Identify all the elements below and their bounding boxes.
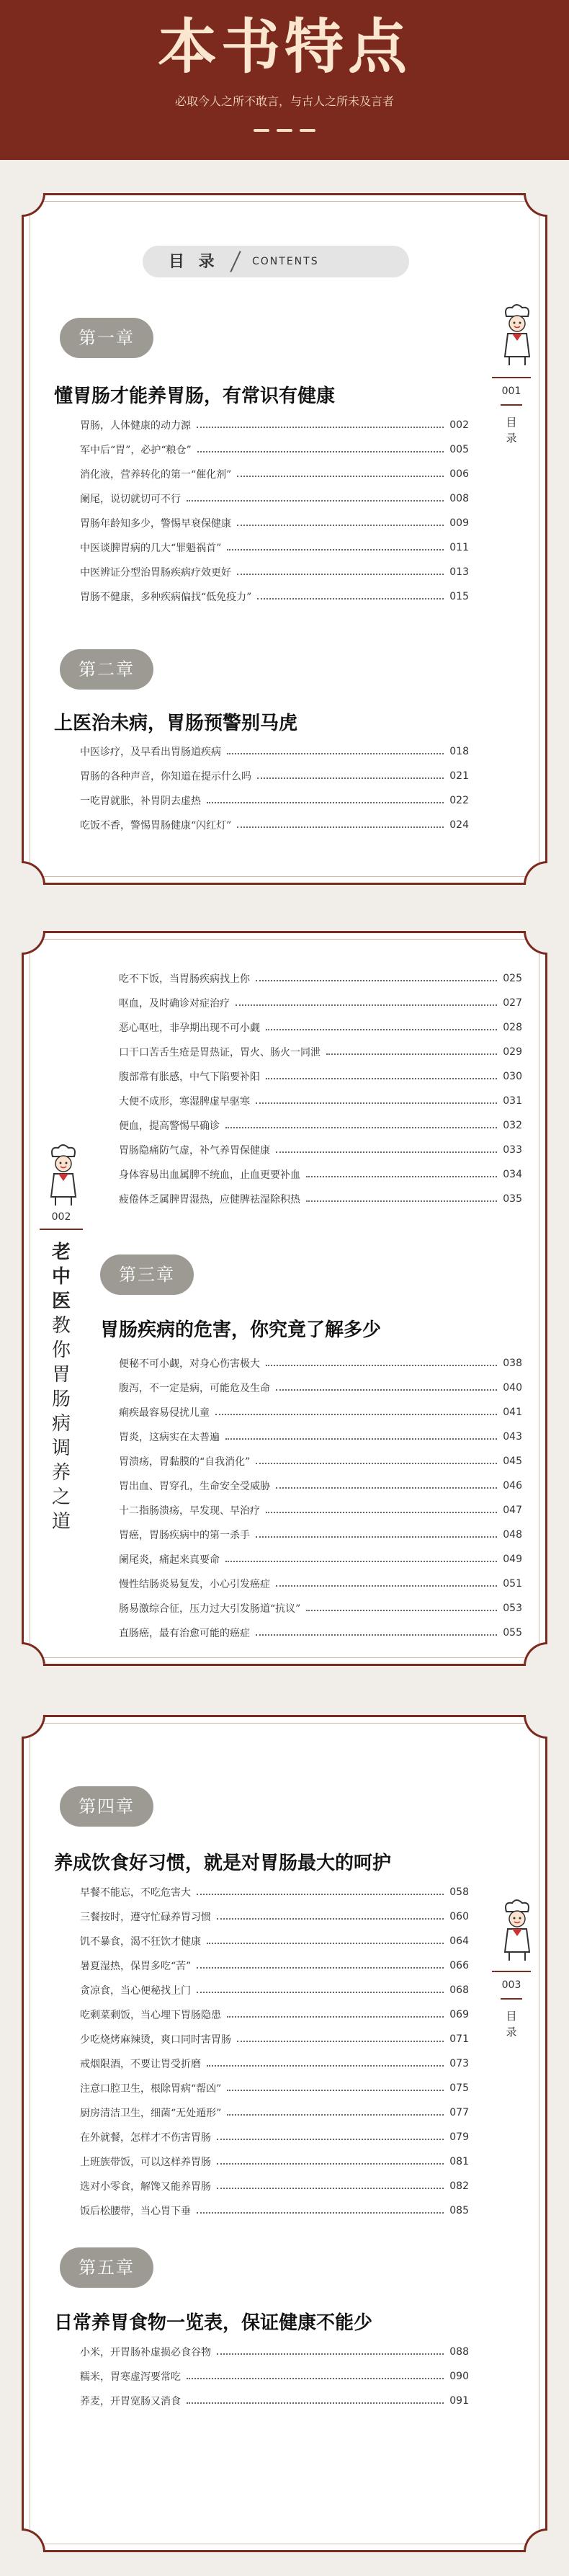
chef-mascot-icon — [493, 1897, 541, 1962]
toc-entry-page: 071 — [449, 2033, 469, 2045]
toc-entry-page: 009 — [449, 517, 469, 529]
toc-entry[interactable] — [119, 1162, 522, 1187]
toc-entry-text: 胃癌，胃肠疾病中的第一杀手 — [119, 1530, 250, 1541]
toc-entry[interactable] — [80, 535, 469, 560]
toc-entry-text: 贪凉食，当心便秘找上门 — [80, 1985, 191, 1997]
toc-entry[interactable] — [119, 1089, 522, 1113]
toc-entry-text: 呕血，及时确诊对症治疗 — [119, 998, 230, 1010]
toc-entry[interactable] — [80, 2198, 469, 2223]
toc-entry-text: 糯米，胃寒虚泻要常吃 — [80, 2371, 181, 2383]
toc-entry-page: 011 — [449, 542, 469, 553]
toc-entry-text: 恶心呕吐，非孕期出现不可小觑 — [119, 1022, 260, 1034]
toc-entry-text: 厨房清洁卫生，细菌“无处遁形” — [80, 2108, 222, 2119]
toc-entry-page: 029 — [503, 1046, 522, 1058]
toc-entry-text: 胃肠不健康，多种疾病偏找“低免疫力” — [80, 592, 252, 603]
chapter-title: 懂胃肠才能养胃肠，有常识有健康 — [54, 385, 336, 407]
toc-entry-text: 中医辨证分型治胃肠疾病疗效更好 — [80, 567, 231, 579]
toc-entry[interactable] — [119, 1425, 522, 1449]
toc-entry-page: 085 — [449, 2205, 469, 2216]
toc-entry-text: 便秘不可小觑，对身心伤害极大 — [119, 1358, 260, 1370]
chapter-badge: 第五章 — [60, 2247, 153, 2288]
book-subtitle-char: 病 — [51, 1413, 71, 1435]
book-subtitle-char: 教 — [51, 1315, 71, 1337]
toc-entry-text: 胃出血、胃穿孔，生命安全受威胁 — [119, 1481, 270, 1492]
toc-entry[interactable] — [119, 1449, 522, 1474]
chapter-badge: 第二章 — [60, 649, 153, 690]
toc-page-1 — [22, 193, 547, 885]
page-number: 003 — [501, 1979, 521, 1991]
book-title-char: 医 — [51, 1291, 71, 1312]
toc-entry[interactable] — [119, 1187, 522, 1211]
toc-entry[interactable] — [80, 437, 469, 462]
book-subtitle-char: 养 — [51, 1462, 71, 1484]
toc-entry[interactable] — [80, 2002, 469, 2027]
toc-entry[interactable] — [80, 2149, 469, 2174]
toc-entry-text: 吃剩菜剩饭，当心埋下胃肠隐患 — [80, 2010, 221, 2021]
toc-entry-page: 021 — [449, 770, 469, 782]
toc-entry[interactable] — [80, 2051, 469, 2076]
toc-entry[interactable] — [80, 511, 469, 535]
toc-entry-text: 荞麦，开胃宽肠又消食 — [80, 2396, 181, 2407]
book-subtitle-char: 道 — [51, 1511, 71, 1533]
toc-page-3 — [22, 1715, 547, 2552]
toc-entry[interactable] — [119, 1498, 522, 1523]
toc-entry[interactable] — [119, 1547, 522, 1572]
book-subtitle-char: 胃 — [51, 1364, 71, 1386]
toc-entry-text: 阑尾炎，痛起来真要命 — [119, 1554, 220, 1566]
toc-entry-text: 消化液，营养转化的第一“催化剂” — [80, 469, 232, 481]
toc-entry-page: 081 — [449, 2156, 469, 2167]
toc-entry-text: 注意口腔卫生，根除胃病“帮凶” — [80, 2083, 222, 2095]
book-title-char: 中 — [51, 1266, 71, 1288]
chapter-title: 日常养胃食物一览表，保证健康不能少 — [54, 2312, 373, 2334]
toc-entry-text: 口干口苦舌生疮是胃热证，胃火、肠火一同泄 — [119, 1047, 321, 1059]
chapter-title: 胃肠疾病的危害，你究竟了解多少 — [100, 1319, 382, 1341]
toc-entry-text: 慢性结肠炎易复发，小心引发癌症 — [119, 1579, 270, 1590]
page-title: 本书特点 — [157, 13, 411, 81]
chef-mascot-icon — [493, 302, 541, 367]
toc-entry-text: 腹部常有胀感，中气下陷要补阳 — [119, 1071, 260, 1083]
toc-entry-page: 077 — [449, 2107, 469, 2118]
entry-list — [80, 413, 469, 609]
toc-entry-page: 055 — [503, 1627, 522, 1639]
book-subtitle-char: 之 — [51, 1487, 71, 1508]
toc-entry-page: 053 — [503, 1603, 522, 1614]
toc-entry-page: 069 — [449, 2009, 469, 2020]
page-number: 001 — [501, 385, 521, 397]
sidebar-rule — [501, 404, 522, 406]
toc-entry[interactable] — [119, 1596, 522, 1621]
toc-entry-page: 046 — [503, 1480, 522, 1492]
toc-entry-page: 066 — [449, 1960, 469, 1971]
toc-entry-text: 胃肠的各种声音，你知道在提示什么吗 — [80, 771, 251, 783]
toc-entry-page: 045 — [503, 1456, 522, 1467]
decorative-dashes — [0, 121, 569, 135]
toc-entry-page: 051 — [503, 1578, 522, 1590]
toc-entry-page: 032 — [503, 1120, 522, 1131]
toc-entry[interactable] — [80, 2027, 469, 2051]
entry-list — [80, 1880, 469, 2223]
toc-entry-text: 少吃烧烤麻辣烫，爽口同时害胃肠 — [80, 2034, 231, 2046]
chapter-badge: 第四章 — [60, 1786, 153, 1827]
toc-entry-page: 075 — [449, 2082, 469, 2094]
toc-entry-text: 身体容易出血属脾不统血，止血更要补血 — [119, 1169, 300, 1181]
contents-label-cn: 目 录 — [169, 252, 219, 271]
toc-entry[interactable] — [119, 1572, 522, 1596]
toc-entry-text: 吃不下饭，当胃肠疾病找上你 — [119, 973, 250, 985]
toc-entry-page: 049 — [503, 1554, 522, 1565]
toc-entry[interactable] — [119, 1138, 522, 1162]
toc-entry-page: 073 — [449, 2058, 469, 2069]
toc-entry-text: 在外就餐，怎样才不伤害胃肠 — [80, 2132, 211, 2144]
toc-entry-page: 024 — [449, 819, 469, 831]
toc-entry[interactable] — [80, 486, 469, 511]
toc-entry-text: 腹泻，不一定是病，可能危及生命 — [119, 1383, 270, 1394]
book-subtitle-char: 调 — [51, 1438, 71, 1459]
toc-entry-page: 091 — [449, 2395, 469, 2407]
book-subtitle-char: 你 — [51, 1340, 71, 1361]
page-subtitle: 必取今人之所不敢言，与古人之所未及言者 — [174, 94, 394, 108]
toc-entry[interactable] — [119, 966, 522, 991]
toc-entry[interactable] — [119, 1400, 522, 1425]
toc-page-2 — [22, 931, 547, 1666]
toc-entry-text: 胃肠，人体健康的动力源 — [80, 420, 191, 432]
toc-entry-text: 中医谈脾胃病的几大“罪魁祸首” — [80, 543, 222, 554]
toc-entry-text: 胃肠年龄知多少，警惕早衰保健康 — [80, 518, 231, 530]
toc-entry-text: 早餐不能忘，不吃危害大 — [80, 1887, 191, 1899]
toc-entry-page: 002 — [449, 419, 469, 431]
toc-entry-text: 大便不成形，寒湿脾虚早驱寒 — [119, 1096, 250, 1107]
toc-entry[interactable] — [80, 813, 469, 837]
toc-entry-text: 一吃胃就胀，补胃阴去虚热 — [80, 795, 201, 807]
toc-entry-text: 疲倦体乏属脾胃湿热，应健脾祛湿除积热 — [119, 1194, 300, 1205]
toc-entry[interactable] — [119, 1113, 522, 1138]
chapter-badge: 第三章 — [100, 1254, 194, 1295]
toc-entry-page: 048 — [503, 1529, 522, 1541]
toc-entry[interactable] — [80, 560, 469, 584]
toc-entry-text: 戒烟限酒，不要让胃受折磨 — [80, 2059, 201, 2070]
toc-entry-page: 058 — [449, 1886, 469, 1898]
toc-entry[interactable] — [119, 1064, 522, 1089]
toc-entry-text: 暑夏湿热，保胃多吃“苦” — [80, 1961, 192, 1972]
toc-entry-page: 015 — [449, 591, 469, 602]
toc-entry-page: 005 — [449, 444, 469, 455]
toc-entry-page: 025 — [503, 973, 522, 984]
toc-entry-page: 090 — [449, 2371, 469, 2382]
toc-entry[interactable] — [119, 1474, 522, 1498]
toc-entry-page: 043 — [503, 1431, 522, 1443]
toc-entry[interactable] — [80, 1978, 469, 2002]
page-number: 002 — [51, 1211, 71, 1223]
toc-entry-page: 068 — [449, 1984, 469, 1996]
toc-entry[interactable] — [80, 2389, 469, 2413]
toc-entry-page: 033 — [503, 1144, 522, 1156]
side-label: 目录 — [506, 416, 517, 445]
toc-entry-text: 痢疾最容易侵扰儿童 — [119, 1407, 210, 1419]
entry-list — [80, 739, 469, 837]
chapter-title: 上医治未病，胃肠预警别马虎 — [54, 713, 298, 734]
toc-entry-page: 030 — [503, 1071, 522, 1082]
toc-entry-page: 022 — [449, 795, 469, 806]
toc-entry[interactable] — [80, 2174, 469, 2198]
toc-entry-page: 040 — [503, 1382, 522, 1394]
toc-entry[interactable] — [119, 1040, 522, 1064]
toc-entry[interactable] — [80, 1880, 469, 1904]
toc-entry[interactable] — [119, 1015, 522, 1040]
toc-entry[interactable] — [119, 1523, 522, 1547]
toc-entry-text: 军中后“胃”，必护“粮仓” — [80, 445, 192, 456]
side-label: 目录 — [506, 2010, 517, 2038]
toc-entry[interactable] — [80, 739, 469, 764]
toc-entry-page: 064 — [449, 1935, 469, 1947]
toc-entry[interactable] — [80, 584, 469, 609]
toc-entry[interactable] — [80, 1953, 469, 1978]
toc-entry[interactable] — [80, 788, 469, 813]
toc-entry[interactable] — [80, 2364, 469, 2389]
toc-entry-page: 088 — [449, 2346, 469, 2358]
toc-entry-text: 选对小零食，解馋又能养胃肠 — [80, 2181, 211, 2193]
toc-entry[interactable] — [119, 1376, 522, 1400]
toc-entry-page: 008 — [449, 493, 469, 504]
toc-entry[interactable] — [80, 462, 469, 486]
toc-entry-text: 胃肠隐痛防气虚，补气养胃保健康 — [119, 1145, 270, 1156]
entry-list — [119, 1351, 522, 1645]
toc-entry-page: 047 — [503, 1505, 522, 1516]
chapter-badge: 第一章 — [60, 318, 153, 358]
toc-entry-page: 082 — [449, 2180, 469, 2192]
toc-entry-text: 胃炎，这病实在太普遍 — [119, 1432, 220, 1443]
toc-entry-page: 034 — [503, 1169, 522, 1180]
contents-label — [143, 246, 409, 277]
toc-entry[interactable] — [80, 2100, 469, 2125]
toc-entry-page: 027 — [503, 997, 522, 1009]
toc-entry-page: 018 — [449, 746, 469, 757]
toc-entry-text: 吃饭不香，警惕胃肠健康“闪红灯” — [80, 820, 232, 832]
toc-entry[interactable] — [80, 764, 469, 788]
toc-entry-page: 006 — [449, 468, 469, 480]
toc-entry-page: 038 — [503, 1358, 522, 1369]
toc-entry-text: 胃溃疡，胃黏膜的“自我消化” — [119, 1456, 251, 1468]
toc-entry-page: 013 — [449, 566, 469, 578]
toc-entry[interactable] — [80, 2340, 469, 2364]
sidebar-rule — [492, 377, 531, 378]
toc-entry-text: 上班族带饭，可以这样养胃肠 — [80, 2157, 211, 2168]
toc-entry-page: 079 — [449, 2131, 469, 2143]
sidebar-rule — [501, 1998, 522, 2000]
toc-entry-page: 035 — [503, 1193, 522, 1205]
book-subtitle-char: 肠 — [51, 1389, 71, 1410]
toc-entry-text: 三餐按时，遵守忙碌养胃习惯 — [80, 1912, 211, 1923]
toc-entry-page: 041 — [503, 1407, 522, 1418]
toc-entry[interactable] — [80, 1929, 469, 1953]
chef-mascot-icon — [40, 1142, 87, 1207]
toc-entry-text: 饥不暴食，渴不狂饮才健康 — [80, 1936, 201, 1948]
toc-entry-text: 小米，开胃肠补虚损必食谷物 — [80, 2347, 211, 2358]
toc-entry-page: 060 — [449, 1911, 469, 1922]
toc-entry-text: 直肠癌，最有治愈可能的癌症 — [119, 1628, 250, 1639]
toc-entry-text: 十二指肠溃疡，早发现、早治疗 — [119, 1505, 260, 1517]
book-title-vertical — [40, 1240, 83, 1534]
toc-entry-page: 028 — [503, 1022, 522, 1033]
toc-entry-text: 便血，提高警惕早确诊 — [119, 1120, 220, 1132]
sidebar-rule — [40, 1229, 83, 1230]
entry-list — [80, 2340, 469, 2413]
toc-entry[interactable] — [119, 1351, 522, 1376]
contents-label-en: CONTENTS — [252, 256, 319, 267]
toc-entry[interactable] — [80, 2125, 469, 2149]
toc-entry-text: 中医诊疗，及早看出胃肠道疾病 — [80, 746, 221, 758]
toc-entry-text: 阑尾，说切就切可不行 — [80, 494, 181, 505]
toc-entry[interactable] — [80, 1904, 469, 1929]
toc-entry[interactable] — [119, 1621, 522, 1645]
entry-list — [119, 966, 522, 1211]
header-banner — [0, 0, 569, 160]
chapter-title: 养成饮食好习惯，就是对胃肠最大的呵护 — [54, 1853, 392, 1874]
toc-entry-page: 031 — [503, 1095, 522, 1107]
toc-entry-text: 饭后松腰带，当心胃下垂 — [80, 2206, 191, 2217]
toc-entry[interactable] — [80, 413, 469, 437]
book-title-char: 老 — [51, 1242, 71, 1263]
toc-entry-text: 肠易激综合征，压力过大引发肠道“抗议” — [119, 1603, 301, 1615]
toc-entry[interactable] — [119, 991, 522, 1015]
sidebar-rule — [492, 1971, 531, 1972]
toc-entry[interactable] — [80, 2076, 469, 2100]
